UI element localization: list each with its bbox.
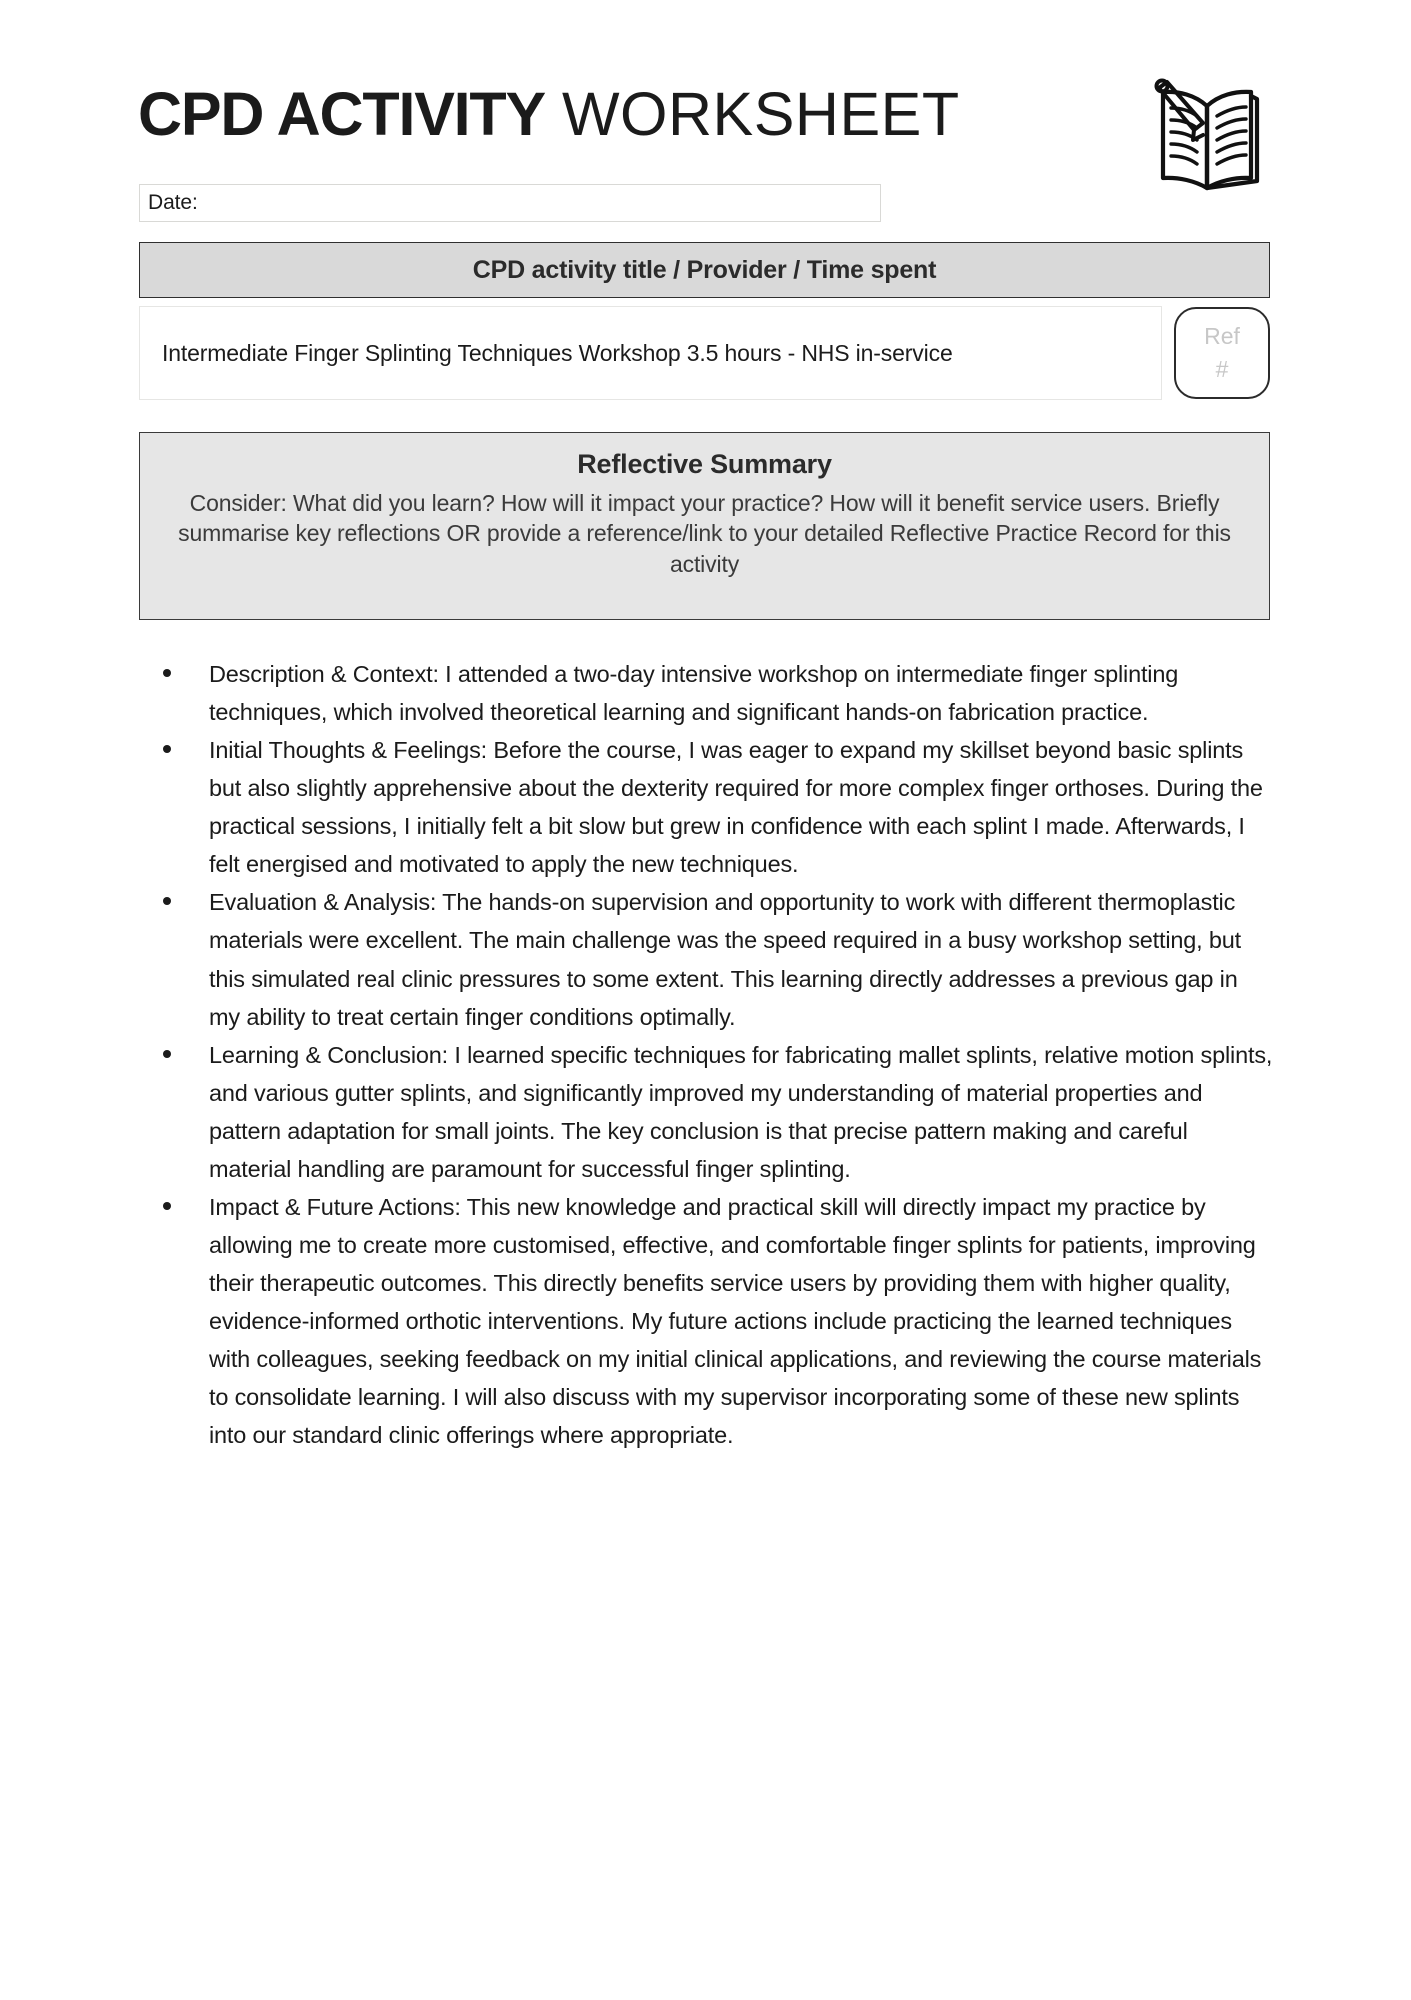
- activity-entry-row: [139, 306, 1270, 400]
- activity-table-header: [139, 242, 1270, 298]
- reflection-bullet-list: [139, 655, 1274, 1454]
- page-title-bold: CPD ACTIVITY: [138, 80, 545, 148]
- list-item-text: Impact & Future Actions: This new knowledge and practical skill will directly impact my practice by allowing me to create more customised, effective, and comfortable finger splints for patients, improving their therapeutic outcomes. This directly benefits service users by providing them with higher quality, evidence-informed orthotic interventions. My future actions include practicing the learned techniques with colleagues, seeking feedback on my initial clinical applications, and reviewing the course materials to consolidate learning. I will also discuss with my supervisor incorporating some of these new splints into our standard clinic offerings where appropriate.: [209, 1193, 1262, 1449]
- bullet-dot-icon: [163, 1202, 171, 1210]
- list-item-text: Learning & Conclusion: I learned specific techniques for fabricating mallet splints, relative motion splints, and various gutter splints, and significantly improved my understanding of material properties and pattern adaptation for small joints. The key conclusion is that precise pattern making and careful material handling are paramount for successful finger splinting.: [209, 1041, 1273, 1182]
- bullet-dot-icon: [163, 1050, 171, 1058]
- list-item-text: Description & Context: I attended a two-day intensive workshop on intermediate finger splinting techniques, which involved theoretical learning and significant hands-on fabrication practice.: [209, 661, 1179, 726]
- open-book-with-pencil-icon: [1147, 78, 1267, 193]
- ref-hash: #: [1215, 356, 1229, 382]
- ref-label: Ref: [1204, 322, 1240, 349]
- bullet-dot-icon: [163, 745, 171, 753]
- list-item-text: Initial Thoughts & Feelings: Before the course, I was eager to expand my skillset beyond basic splints but also slightly apprehensive about the dexterity required for more complex finger orthoses. During the practical sessions, I initially felt a bit slow but grew in confidence with each splint I made. Afterwards, I felt energised and motivated to apply the new techniques.: [209, 737, 1263, 878]
- list-item-text: Evaluation & Analysis: The hands-on supervision and opportunity to work with different thermoplastic materials were excellent. The main challenge was the speed required in a busy workshop setting, but this simulated real clinic pressures to some extent. This learning directly addresses a previous gap in my ability to treat certain finger conditions optimally.: [209, 889, 1241, 1030]
- page-header: [138, 78, 1273, 198]
- activity-entry-text: Intermediate Finger Splinting Techniques Workshop 3.5 hours - NHS in-service: [162, 339, 953, 366]
- list-item: [139, 655, 1274, 731]
- date-label: Date:: [148, 191, 198, 214]
- reflective-summary-instructions: Consider: What did you learn? How will it impact your practice? How will it benefit service users. Briefly summarise key reflections OR provide a reference/link to your detailed Reflective Practice Record for this activity: [178, 490, 1231, 577]
- reflective-summary-title: Reflective Summary: [577, 449, 832, 479]
- list-item: [139, 731, 1274, 883]
- list-item: [139, 883, 1274, 1035]
- page-title-light: WORKSHEET: [561, 80, 960, 148]
- list-item: [139, 1188, 1274, 1454]
- activity-table-header-label: CPD activity title / Provider / Time spent: [472, 255, 937, 284]
- ref-number-box[interactable]: [1174, 307, 1270, 399]
- bullet-dot-icon: [163, 669, 171, 677]
- page-title: [138, 78, 960, 148]
- activity-entry-input[interactable]: [139, 306, 1162, 400]
- bullet-dot-icon: [163, 897, 171, 905]
- reflective-summary-box: [139, 432, 1270, 620]
- list-item: [139, 1036, 1274, 1188]
- date-input[interactable]: [139, 184, 881, 222]
